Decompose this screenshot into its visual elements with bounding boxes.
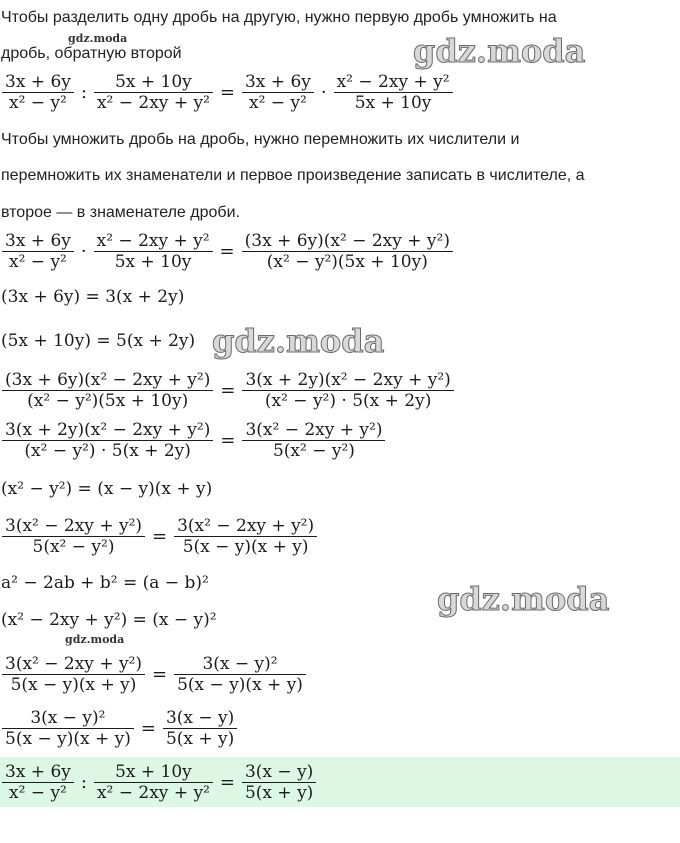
fraction [2, 72, 74, 113]
intro-text-line-1: Чтобы разделить одну дробь на другую, нужно первую дробь умножить на [1, 9, 557, 26]
denominator: x² − y² [9, 92, 67, 113]
fraction [94, 72, 213, 113]
equation-cancel-x-minus-y [1, 706, 238, 750]
mult-text-line-2: перемножить их знаменатели и первое произведение записать в числителе, а [1, 167, 585, 184]
watermark-small: gdz.moda [68, 32, 128, 45]
operator: = [152, 525, 168, 547]
denominator: x² − 2xy + y² [96, 782, 210, 803]
equation-substitute-factors [1, 368, 455, 412]
numerator: 3x + 6y [5, 761, 71, 782]
watermark-logo: gdz.moda [212, 322, 385, 360]
operator: = [152, 663, 168, 685]
denominator: 5(x − y)(x + y) [182, 536, 309, 557]
equation-substitute-difference-of-squares [1, 514, 318, 558]
fraction [2, 654, 145, 695]
fraction [2, 516, 145, 557]
denominator: (x² − y²)(5x + 10y) [27, 390, 189, 411]
denominator: 5x + 10y [354, 92, 432, 113]
denominator: 5(x² − y²) [272, 440, 355, 461]
operator: = [219, 240, 235, 262]
numerator: 3(x² − 2xy + y²) [177, 515, 315, 536]
equation-substitute-square [1, 652, 307, 696]
watermark-logo: gdz.moda [413, 32, 586, 70]
denominator: (x² − y²) · 5(x + 2y) [24, 440, 191, 461]
operator: = [140, 717, 156, 739]
numerator: (3x + 6y)(x² − 2xy + y²) [244, 230, 450, 251]
numerator: 3(x² − 2xy + y²) [5, 515, 143, 536]
denominator: x² − y² [9, 782, 67, 803]
operator: : [80, 81, 87, 103]
fraction [2, 370, 213, 411]
fraction [94, 231, 213, 272]
fraction [94, 762, 213, 803]
fraction [242, 762, 316, 803]
equation-multiply-fractions [1, 229, 454, 273]
denominator: x² − y² [9, 251, 67, 272]
fraction [334, 72, 453, 113]
numerator: 3(x − y) [244, 761, 314, 782]
operator: = [220, 429, 236, 451]
numerator: (3x + 6y)(x² − 2xy + y²) [5, 369, 211, 390]
watermark-small: gdz.moda [65, 633, 125, 646]
intro-text-line-2: дробь, обратную второй [1, 45, 182, 62]
numerator: x² − 2xy + y² [336, 71, 450, 92]
denominator: x² − 2xy + y² [96, 92, 210, 113]
denominator: (x² − y²)(5x + 10y) [266, 251, 428, 272]
numerator: 5x + 10y [115, 761, 192, 782]
fraction [2, 708, 134, 749]
equation-square-of-difference-formula: a² − 2ab + b² = (a − b)² [1, 573, 209, 593]
denominator: 5(x − y)(x + y) [10, 674, 137, 695]
equation-cancel-common-factor [1, 418, 386, 462]
numerator: 3(x + 2y)(x² − 2xy + y²) [245, 369, 451, 390]
denominator: 5(x − y)(x + y) [177, 674, 303, 695]
denominator: x² − y² [248, 92, 307, 113]
mult-text-line-1: Чтобы умножить дробь на дробь, нужно перемножить их числители и [1, 131, 520, 148]
numerator: 3(x − y) [165, 707, 235, 728]
equation-final-answer [1, 760, 317, 804]
equation-factor-numerator: (3x + 6y) = 3(x + 2y) [1, 287, 185, 307]
numerator: 3(x − y)² [202, 653, 278, 674]
numerator: 3(x + 2y)(x² − 2xy + y²) [5, 419, 211, 440]
fraction [242, 370, 453, 411]
denominator: 5x + 10y [114, 251, 192, 272]
denominator: 5(x² − y²) [32, 536, 115, 557]
fraction [163, 708, 237, 749]
numerator: 3(x² − 2xy + y²) [245, 419, 383, 440]
equation-square-of-difference-applied: (x² − 2xy + y²) = (x − y)² [1, 610, 217, 630]
fraction [2, 231, 74, 272]
fraction [174, 516, 317, 557]
operator: · [320, 81, 327, 103]
operator: = [219, 81, 235, 103]
fraction [2, 762, 74, 803]
watermark-logo: gdz.moda [437, 580, 610, 618]
fraction [174, 654, 306, 695]
denominator: (x² − y²) · 5(x + 2y) [264, 390, 432, 411]
equation-factor-denominator: (5x + 10y) = 5(x + 2y) [1, 331, 196, 351]
denominator: 5(x + y) [165, 728, 235, 749]
operator: : [80, 771, 87, 793]
equation-division-to-multiplication [1, 70, 454, 114]
denominator: 5(x − y)(x + y) [5, 728, 131, 749]
numerator: 3x + 6y [5, 71, 71, 92]
numerator: 3x + 6y [244, 71, 311, 92]
numerator: 3x + 6y [5, 230, 71, 251]
fraction [2, 420, 213, 461]
equation-difference-of-squares: (x² − y²) = (x − y)(x + y) [1, 479, 213, 499]
numerator: 3(x − y)² [30, 707, 106, 728]
operator: = [219, 771, 235, 793]
fraction [242, 420, 385, 461]
operator: · [80, 240, 87, 262]
denominator: 5(x + y) [244, 782, 314, 803]
fraction [242, 231, 453, 272]
numerator: 3(x² − 2xy + y²) [5, 653, 143, 674]
numerator: x² − 2xy + y² [96, 230, 210, 251]
numerator: 5x + 10y [115, 71, 192, 92]
fraction [242, 72, 314, 113]
mult-text-line-3: второе — в знаменателе дроби. [1, 204, 240, 221]
operator: = [220, 379, 236, 401]
